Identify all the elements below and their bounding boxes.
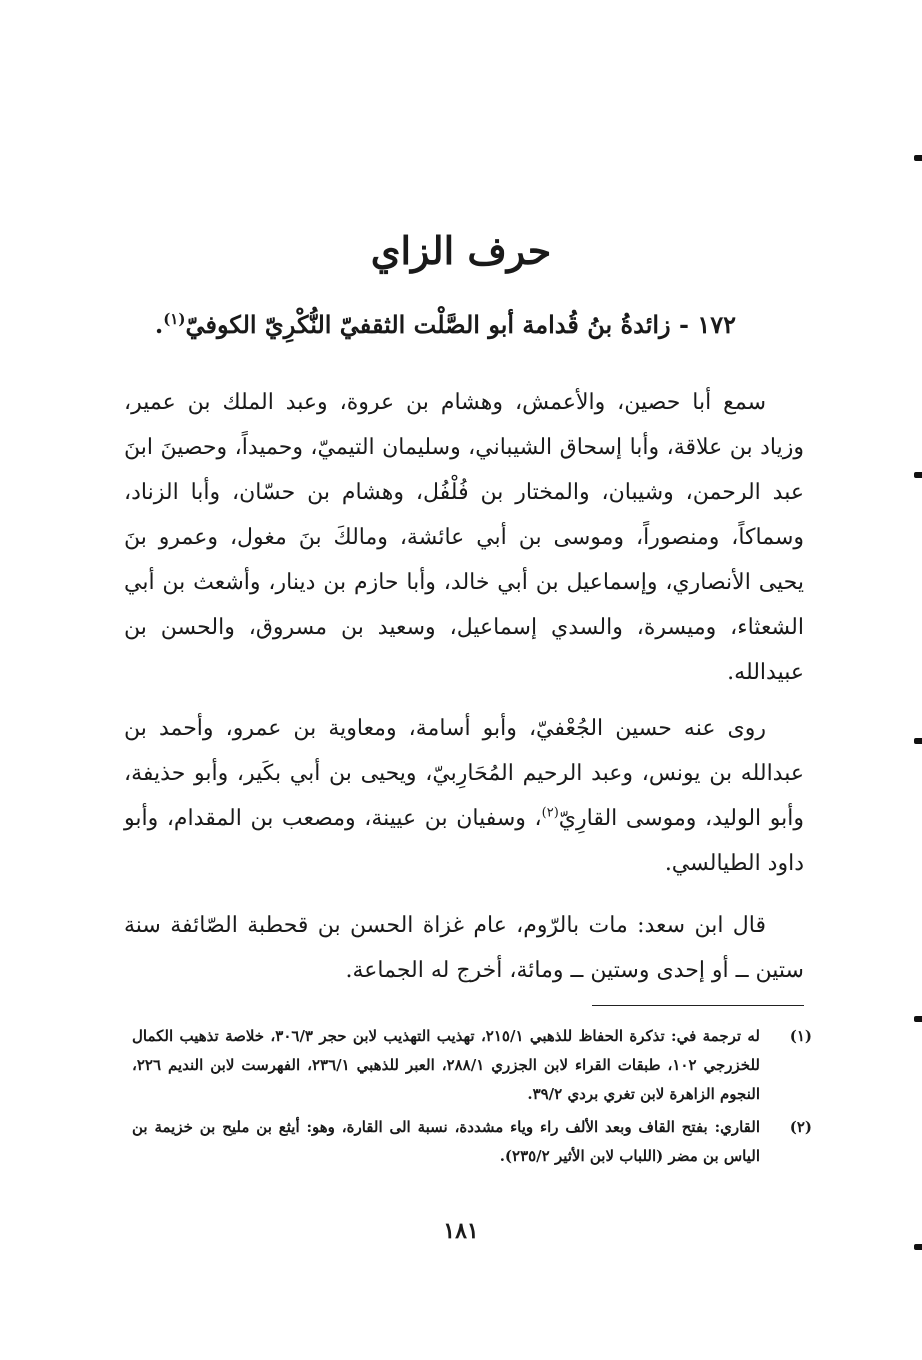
- paragraph-teachers: سمع أبا حصين، والأعمش، وهشام بن عروة، وعبد الملك بن عمير، وزياد بن علاقة، وأبا إسحاق الشيباني، وسليمان التيميّ، وحميداً، وحصينَ ابنَ عبد الرحمن، وشيبان، والمختار بن فُلْفُل، وهشام بن حسّان، وأبا الزناد، وسماكاً، ومنصوراً، وموسى بن أبي عائشة، ومالكَ بنَ مغول، وعمرو بنَ يحيى الأنصاري، وإسماعيل بن أبي خالد، وأبا حازم بن دينار، وأشعث بن أبي الشعثاء، وميسرة، والسدي إسماعيل، وسعيد بن مسروق، والحسن بن عبيدالله.: [124, 390, 804, 685]
- footnotes-list: [132, 1022, 812, 1175]
- page-edge-mark: [914, 1244, 922, 1250]
- paragraph-students-text-b: ، وسفيان بن عيينة، ومصعب بن المقدام، وأبو داود الطيالسي.: [124, 806, 804, 876]
- footnote-item: [132, 1113, 812, 1171]
- entry-heading: [96, 310, 736, 339]
- footnote-item: [132, 1022, 812, 1109]
- entry-heading-end: .: [154, 310, 164, 339]
- paragraph-death: قال ابن سعد: مات بالرّوم، عام غزاة الحسن بن قحطبة الصّائفة سنة ستين ــ أو إحدى وستين ــ ومائة، أخرج له الجماعة.: [124, 913, 804, 983]
- footnote-text: له ترجمة في: تذكرة الحفاظ للذهبي ٢١٥/١، تهذيب التهذيب لابن حجر ٣٠٦/٣، خلاصة تذهيب الكمال للخزرجي ١٠٢، طبقات القراء لابن الجزري ٢٨٨/١، العبر للذهبي ٢٣٦/١، الفهرست لابن النديم ٢٢٦، النجوم الزاهرة لابن تغري بردي ٣٩/٢.: [132, 1027, 761, 1103]
- footnote-ref-2[interactable]: (٢): [541, 805, 559, 821]
- footnote-text: القاري: بفتح القاف وبعد الألف راء وياء مشددة، نسبة الى القارة، وهو: أيثع بن مليح بن خزيمة بن الياس بن مضر (اللباب لابن الأثير ٢٣٥/٢).: [132, 1118, 760, 1165]
- chapter-title: حرف الزاي: [370, 228, 552, 273]
- footnote-ref-1[interactable]: (١): [163, 310, 186, 328]
- page-edge-mark: [914, 472, 922, 478]
- page-number: ١٨١: [443, 1218, 479, 1244]
- footnote-number: (١): [789, 1027, 812, 1045]
- footnote-number: (٢): [789, 1118, 812, 1136]
- page-edge-mark: [914, 1016, 922, 1022]
- entry-heading-text: ١٧٢ - زائدةُ بنُ قُدامة أبو الصَّلْت الثقفيّ النُّكْرِيّ الكوفيّ: [185, 310, 736, 339]
- paragraph-students: [124, 706, 804, 886]
- footnote-divider: [592, 1005, 804, 1006]
- paragraph-students-text-a: روى عنه حسين الجُعْفيّ، وأبو أسامة، ومعاوية بن عمرو، وأحمد بن عبدالله بن يونس، وعبد الرحيم المُحَارِبيّ، ويحيى بن أبي بكَير، وأبو حذيفة، وأبو الوليد، وموسى القارِيّ: [124, 716, 804, 831]
- page-edge-mark: [914, 155, 922, 161]
- page-edge-mark: [914, 738, 922, 744]
